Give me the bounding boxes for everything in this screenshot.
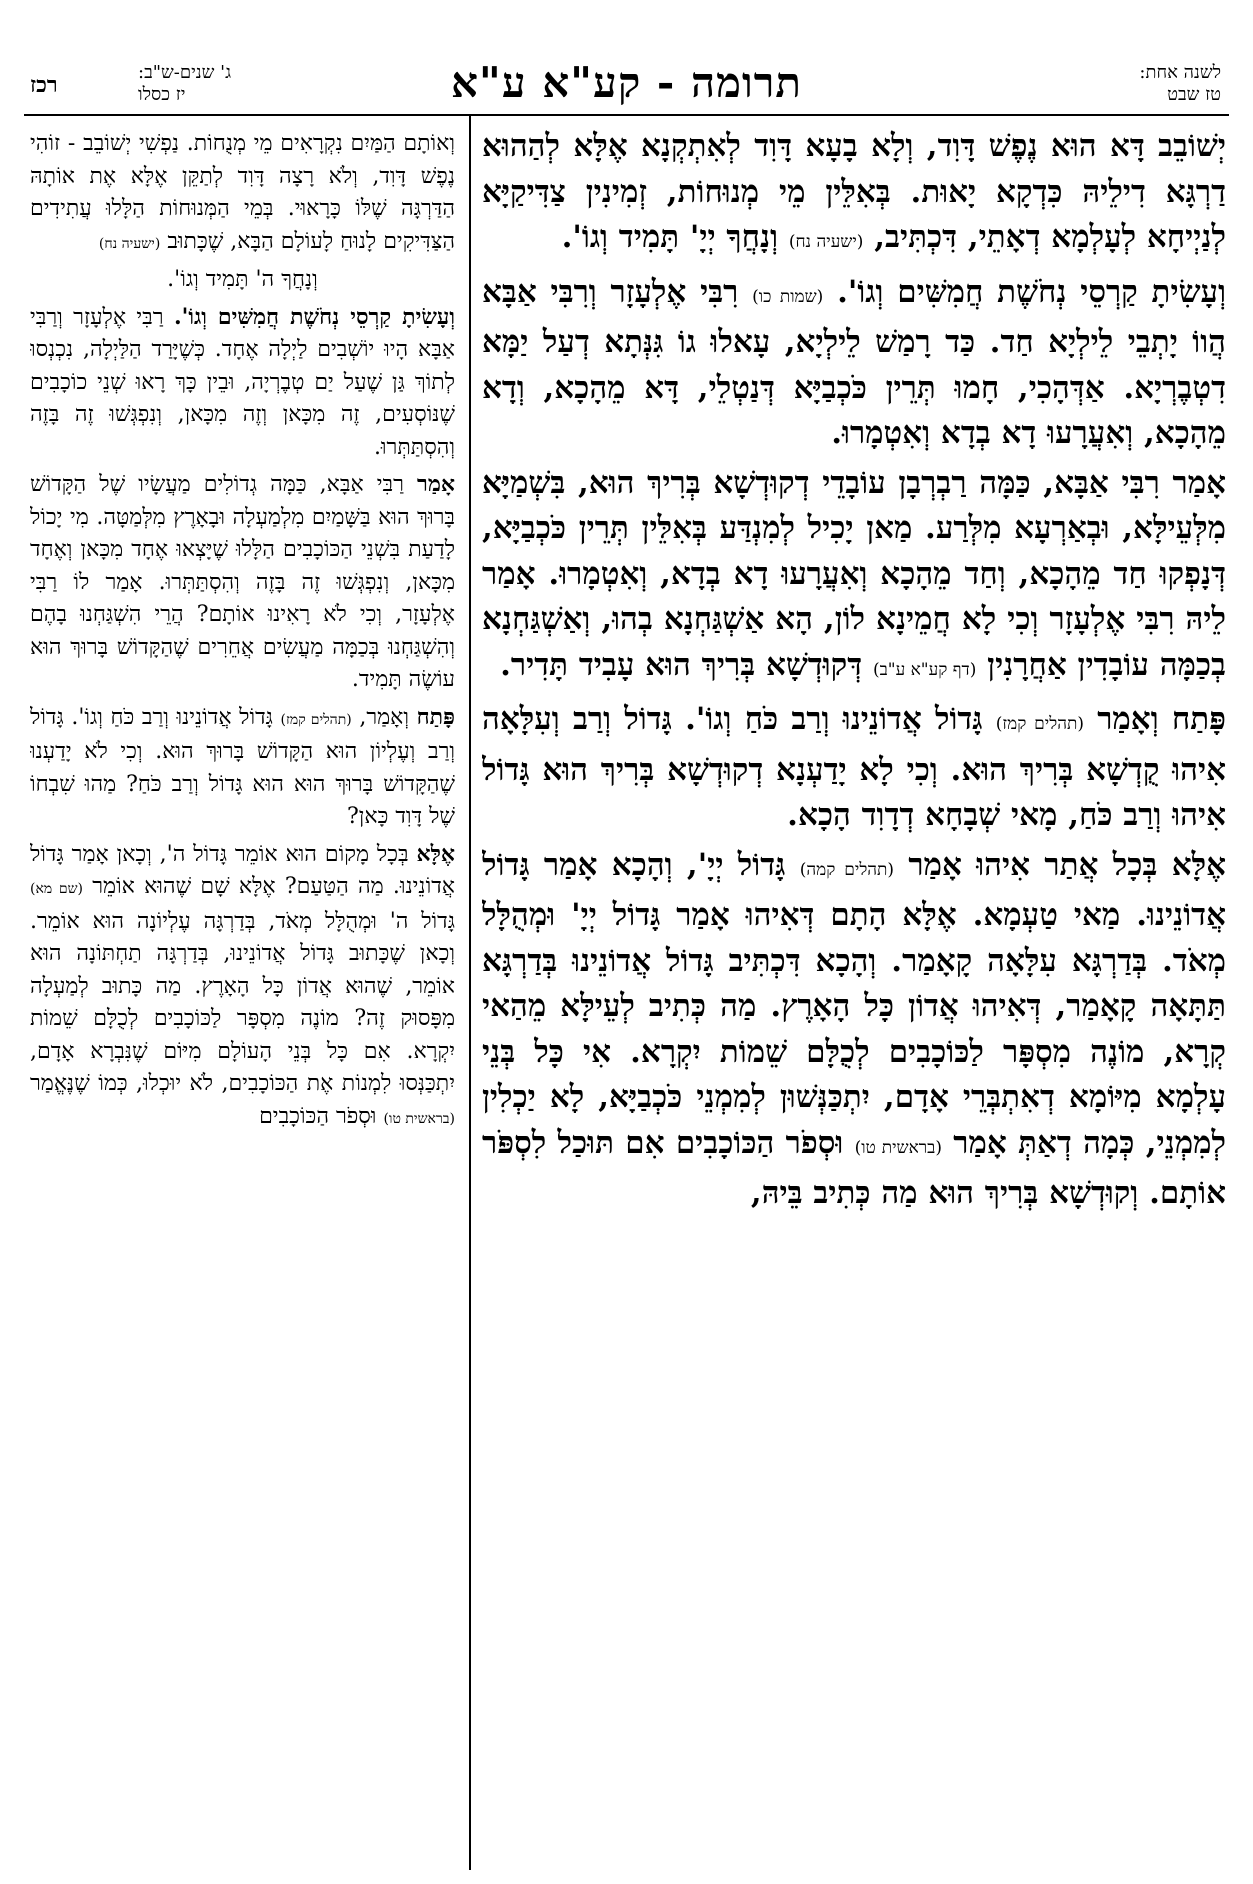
main-text: וּסְפֹר הַכּוֹכָבִים אִם תּוּכַל לִסְפֹּר אוֹתָם. וְקוּדְשָׁא בְּרִיךְ הוּא מַה כְּתִיב בֵּיהּ,: [482, 1124, 1226, 1211]
translation-text: וְאָמַר,: [359, 704, 410, 730]
verse-reference: (ישעיה נח): [788, 232, 864, 252]
translation-text: רַבִּי אֶלְעָזָר וְרַבִּי אַבָּא הָיוּ יוֹשְׁבִים לַיְלָה אֶחָד. כְּשֶׁיָּרַד הַלַּיְלָה, נִכְנְסוּ לְתוֹךְ גַּן שֶׁעַל יַם טְבֶרְיָה, וּבֵין כָּךְ רָאוּ שְׁנֵי כוֹכָבִים שֶׁנּוֹסְעִים, זֶה מִכָּאן וְזֶה מִכָּאן, וְנִפְגְּשׁוּ זֶה בָּזֶה וְהִסְתַּתְּרוּ.: [30, 304, 455, 460]
header-three-year-date: יז כסלו: [138, 84, 186, 105]
header-one-year-label: לשנה אחת:: [1139, 62, 1221, 83]
main-text: דְּקוּדְשָׁא בְּרִיךְ הוּא עָבִיד תָּדִיר.: [500, 646, 863, 683]
header-one-year-date: טז שבט: [1167, 84, 1221, 105]
translation-text: בְּכָל מָקוֹם הוּא אוֹמֵר גָּדוֹל ה', וְכָאן אָמַר גָּדוֹל אֲדוֹנֵינוּ. מַה הַטַּעַם? אֶלָּא שָׁם שֶׁהוּא אוֹמֵר: [30, 841, 455, 899]
paragraph-opener: פָּתַח וְאָמַר: [1097, 701, 1226, 737]
main-paragraph: [482, 461, 1226, 694]
main-text: גָּדוֹל אֲדוֹנֵינוּ וְרַב כֹּחַ וְגוֹ'. גָּדוֹל וְרַב וְעִלָּאָה אִיהוּ קֻדְשָׁא בְּרִיךְ הוּא. וְכִי לָא יָדַעְנָא דְקוּדְשָׁא בְּרִיךְ הוּא גָּדוֹל אִיהוּ וְרַב כֹּחַ, מָאי שְׁבָחָא דְדָוִד הָכָא.: [482, 701, 1226, 833]
main-text: גָּדוֹל יְיָ', וְהָכָא אָמַר גָּדוֹל אֲדוֹנֵינוּ. מַאי טַעְמָא. אֶלָּא הָתָם דְּאִיהוּ אָמַר גָּדוֹל יְיָ' וּמְהֻלָּל מְאֹד. בְּדַרְגָּא עִלָּאָה קָאָמַר. וְהָכָא דִּכְתִּיב גָּדוֹל אֲדוֹנֵינוּ בְּדַרְגָּא תַּתָּאָה קָאָמַר, דְּאִיהוּ אֲדוֹן כָּל הָאָרֶץ. מַה כְּתִיב לְעֵילָּא מֵהַאי קְרָא, מוֹנֶה מִסְפָּר לַכּוֹכָבִים לְכֻלָּם שֵׁמוֹת יִקְרָא. אִי כָּל בְּנֵי עָלְמָא מִיּוֹמָא דְאִתְבְּרֵי אָדָם, יִתְכַּנְּשׁוּן לְמִמְנֵי כֹּכְבַיָּא, לָא יַכְלִין לְמִמְנֵי, כְּמָה דְאַתְּ אָמַר: [482, 846, 1226, 1161]
main-text: אָמַר רִבִּי אַבָּא, כַּמָּה רַבְרְבָן עוֹבָדֵי דְקוּדְשָׁא בְּרִיךְ הוּא, בִּשְׁמַיָּא מִלְּעֵילָּא, וּבְאַרְעָא מִלְּרַע. מַאן יָכִיל לְמִנְדַּע בְּאִלֵּין תְּרֵין כֹּכְבַיָּא, דְּנָפְקוּ חַד מֵהָכָא, וְחַד מֵהָכָא וְאִעֲרָעוּ דָא בְדָא, וְאִטְמָרוּ. אָמַר לֵיהּ רִבִּי אֶלְעָזָר וְכִי לָא חֲמֵינָא לוֹן, הָא אַשְׁגַּחְנָא בְהוּ, וְאַשְׁגַּחְנָא בְכַמָּה עוֹבָדִין אַחֲרָנִין: [482, 464, 1226, 683]
main-text-column: [482, 124, 1226, 1868]
paragraph-opener: פָּתַח: [416, 703, 455, 730]
main-paragraph: [482, 124, 1226, 266]
translation-paragraph: [30, 468, 455, 697]
verse-heading: וְעָשִׂיתָ קַרְסֵי נְחֹשֶׁת חֲמִשִּׁים וְגוֹ'.: [837, 273, 1226, 310]
verse-reference: (תהלים קמז): [995, 714, 1084, 734]
page-title: תרומה - קע"א ע"א: [450, 58, 803, 107]
translation-column: [30, 128, 455, 1868]
paragraph-opener: אֶלָּא: [416, 840, 455, 867]
verse-heading: וְעָשִׂיתָ קַרְסֵי נְחֹשֶׁת חֲמִשִּׁים וְגוֹ'.: [173, 303, 455, 330]
page-number: רכז: [30, 72, 58, 98]
folio-reference: (דף קע"א ע"ב): [872, 659, 977, 680]
header-divider: [24, 114, 1229, 116]
translation-paragraph: [30, 264, 455, 297]
paragraph-opener: אֶלָּא בְּכָל אֲתַר אִיהוּ אָמַר: [908, 846, 1226, 883]
verse-reference: (בראשית טו): [854, 1137, 942, 1158]
translation-paragraph: [30, 701, 455, 834]
verse-reference: (שמות כו): [752, 286, 824, 307]
header-three-year-schedule: [138, 62, 231, 108]
translation-paragraph: [30, 301, 455, 465]
verse-reference: (ישעיה נח): [98, 235, 161, 252]
translation-text: גָּדוֹל ה' וּמְהֻלָּל מְאֹד, בְּדַרְגָּה עֶלְיוֹנָה הוּא אוֹמֵר. וְכָאן שֶׁכָּתוּב גָּדוֹל אֲדוֹנֵינוּ, בְּדַרְגָּה תַחְתּוֹנָה הוּא אוֹמֵר, שֶׁהוּא אֲדוֹן כָּל הָאָרֶץ. מַה כָּתוּב לְמַעְלָה מִפָּסוּק זֶה? מוֹנֶה מִסְפָּר לַכּוֹכָבִים לְכֻלָּם שֵׁמוֹת יִקְרָא. אִם כָּל בְּנֵי הָעוֹלָם מִיּוֹם שֶׁנִּבְרָא אָדָם, יִתְכַּנְּסוּ לִמְנוֹת אֶת הַכּוֹכָבִים, לֹא יוּכְלוּ, כְּמוֹ שֶׁנֶּאֱמַר: [30, 908, 455, 1096]
translation-paragraph: [30, 838, 455, 1136]
paragraph-opener: אָמַר: [417, 471, 455, 497]
translation-text: גָּדוֹל אֲדוֹנֵינוּ וְרַב כֹּחַ וְגוֹ'. גָּדוֹל וְרַב וְעֶלְיוֹן הוּא הַקָּדוֹשׁ בָּרוּךְ הוּא. וְכִי לֹא יָדַעְנוּ שֶׁהַקָּדוֹשׁ בָּרוּךְ הוּא הוּא גָּדוֹל וְרַב כֹּחַ? מַהוּ שִׁבְחוֹ שֶׁל דָּוִד כָּאן?: [30, 704, 455, 829]
main-text: וְנָחֲךָ יְיָ' תָּמִיד וְגוֹ'.: [561, 219, 779, 255]
main-paragraph: [482, 270, 1226, 457]
translation-text: וְאוֹתָם הַמַּיִם נִקְרָאִים מֵי מְנֻחוֹת. נַפְשִׁי יְשׁוֹבֵב - זוֹהִי נֶפֶשׁ דָּוִד, וְלֹא רָצָה דָּוִד לְתַקֵּן אֶלָּא אֶת אוֹתָהּ הַדַּרְגָּה שֶׁלּוֹ כָּרָאוּי. בְּמֵי הַמְּנוּחוֹת הַלָּלוּ עֲתִידִים הַצַּדִּיקִים לָנוּחַ לָעוֹלָם הַבָּא, שֶׁכָּתוּב: [30, 131, 455, 254]
main-text: רִבִּי אֶלְעָזָר וְרִבִּי אַבָּא הֲווֹ יָתְבֵי לֵילְיָא חַד. כַּד רָמַשׁ לֵילְיָא, עָאלוּ גוֹ גִּנְּתָא דְעַל יַמָּא דִטְבֶרְיָא. אַדְּהָכִי, חָמוּ תְּרֵין כֹּכְבַיָּא דְּנַטְלֵי, דָּא מֵהָכָא, וְדָא מֵהָכָא, וְאִעֲרָעוּ דָא בְדָא וְאִטְמָרוּ.: [482, 273, 1226, 451]
main-text: יְשׁוֹבֵב דָּא הוּא נֶפֶשׁ דָּוִד, וְלָא בָעָא דָּוִד לְאִתְקְנָא אֶלָּא לְהַהוּא דַרְגָּא דִילֵיהּ כִּדְקָא יָאוּת. בְּאִלֵּין מֵי מְנוּחוֹת, זְמִינִין צַדִּיקַיָּא לְנַיְיחָא לְעָלְמָא דְאָתֵי, דִּכְתִּיב,: [482, 128, 1226, 255]
translation-text: וּסְפֹר הַכּוֹכָבִים: [259, 1103, 377, 1129]
translation-text: וְנָחֲךָ ה' תָּמִיד וְגוֹ'.: [167, 267, 318, 292]
header-three-year-label: ג' שנים-ש"ב:: [138, 62, 232, 83]
main-paragraph: [482, 697, 1226, 839]
verse-reference: (שם מא): [30, 881, 83, 897]
verse-reference: (תהלים קמז): [280, 711, 352, 728]
main-paragraph: [482, 843, 1226, 1217]
column-divider: [469, 114, 471, 1870]
verse-reference: (תהלים קמה): [799, 859, 895, 880]
translation-text: רַבִּי אַבָּא, כַּמָּה גְדוֹלִים מַעֲשָׂיו שֶׁל הַקָּדוֹשׁ בָּרוּךְ הוּא בַּשָּׁמַיִם מִלְמַעְלָה וּבָאָרֶץ מִלְּמַטָּה. מִי יָכוֹל לָדַעַת בִּשְׁנֵי הַכּוֹכָבִים הַלָּלוּ שֶׁיָּצְאוּ אֶחָד מִכָּאן וְאֶחָד מִכָּאן, וְנִפְגְּשׁוּ זֶה בָּזֶה וְהִסְתַּתְּרוּ. אָמַר לוֹ רַבִּי אֶלְעָזָר, וְכִי לֹא רָאִינוּ אוֹתָם? הֲרֵי הִשְׁגַּחְנוּ בָהֶם וְהִשְׁגַּחְנוּ בְּכַמָּה מַעֲשִׂים אֲחֵרִים שֶׁהַקָּדוֹשׁ בָּרוּךְ הוּא עוֹשֶׂה תָּמִיד.: [30, 472, 455, 692]
verse-reference: (בראשית טו): [383, 1110, 455, 1127]
translation-paragraph: [30, 128, 455, 260]
